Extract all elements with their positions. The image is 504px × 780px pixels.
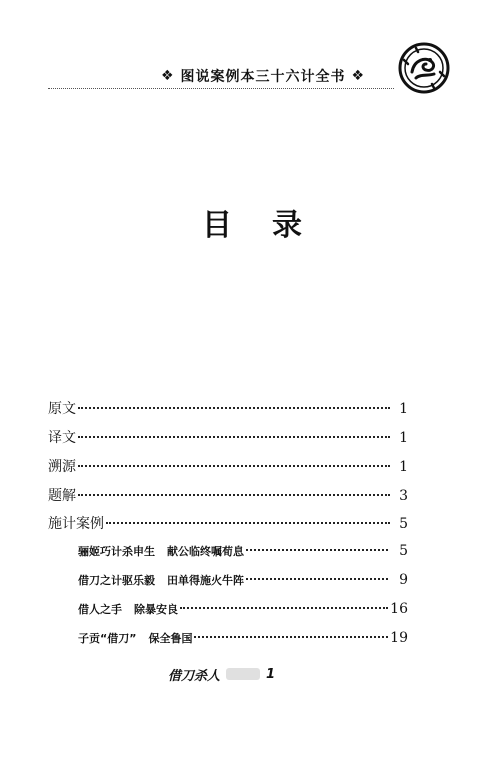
book-title: 图说案例本三十六计全书 (180, 69, 346, 85)
toc-entry-page: 1 (399, 430, 408, 446)
toc-entry[interactable] (48, 398, 408, 418)
toc-entry-label: 溯源 (48, 459, 76, 475)
dot-leader (246, 578, 388, 580)
dot-leader (78, 494, 390, 496)
page-footer (168, 664, 278, 684)
toc-subentry[interactable] (78, 630, 408, 646)
toc-entry-label: 施计案例 (48, 516, 104, 532)
toc-entry-page: 3 (399, 488, 408, 504)
footer-page-number: 1 (266, 666, 276, 682)
footer-chapter-title: 借刀杀人 (168, 668, 221, 684)
toc-entry-label: 译文 (48, 430, 76, 446)
toc-entry[interactable] (48, 427, 408, 447)
toc-subentry[interactable] (78, 601, 408, 617)
dot-leader (78, 436, 390, 438)
toc-subentry-label-b: 除暴安良 (134, 603, 178, 616)
toc-subentry-page: 16 (390, 601, 408, 617)
toc-entry-page: 5 (399, 516, 408, 532)
toc-subentry-label-b: 献公临终嘱荀息 (167, 545, 244, 558)
dot-leader (78, 407, 390, 409)
toc-entry-page: 1 (399, 401, 408, 417)
toc-subentry-label-a: 借刀之计驱乐毅 (78, 574, 155, 587)
page-title: 目录 (202, 208, 342, 243)
toc-subentry[interactable] (78, 543, 408, 559)
dot-leader (78, 465, 390, 467)
toc-entry[interactable] (48, 513, 408, 533)
dot-leader (246, 549, 388, 551)
toc-subentry-label-b: 田单得施火牛阵 (167, 574, 244, 587)
diamond-ornament-icon: ❖ (351, 68, 366, 84)
toc-subentry-page: 5 (399, 543, 408, 559)
toc-subentry-label-a: 子贡“借刀” (78, 632, 137, 645)
toc-subentry[interactable] (78, 572, 408, 588)
toc-subentry-page: 9 (399, 572, 408, 588)
toc-subentry-label-a: 骊姬巧计杀申生 (78, 545, 155, 558)
header-title (138, 66, 388, 86)
diamond-ornament-icon: ❖ (160, 68, 175, 84)
dot-leader (180, 607, 388, 609)
toc-subentry-label-a: 借人之手 (78, 603, 122, 616)
toc-subentry-label-b: 保全鲁国 (148, 632, 193, 645)
toc-entry-label: 题解 (48, 488, 76, 504)
dot-leader (106, 522, 390, 524)
header-divider (48, 88, 394, 89)
dragon-logo-icon (398, 42, 450, 94)
toc-entry-page: 1 (399, 459, 408, 475)
toc-entry[interactable] (48, 485, 408, 505)
dot-leader (194, 636, 388, 638)
toc-subentry-page: 19 (390, 630, 408, 646)
toc-entry-label: 原文 (48, 401, 76, 417)
toc-entry[interactable] (48, 456, 408, 476)
print-smudge (226, 668, 260, 680)
